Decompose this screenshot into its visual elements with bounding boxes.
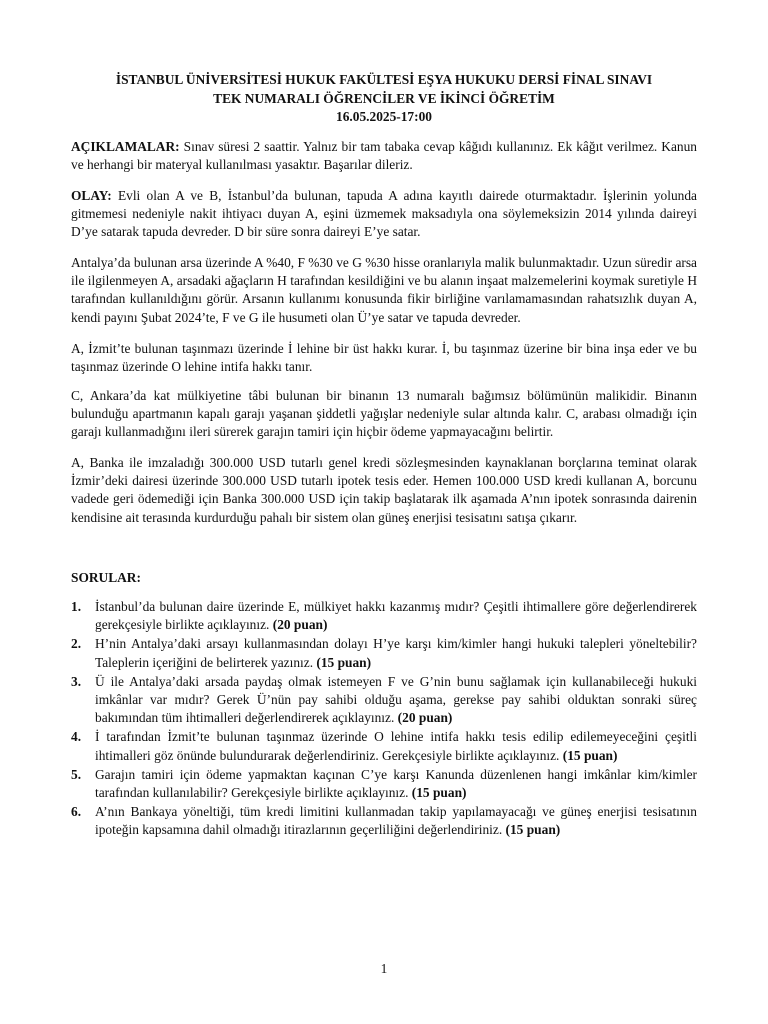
question-points: (15 puan) bbox=[505, 822, 561, 838]
question-text: A’nın Bankaya yöneltiği, tüm kredi limitini kullanmadan takip yapılamayacağı ve güneş enerjisi tesisatının ipoteğin kapsamına dahil olmadığı itirazlarının geçerliliğini değerlendiriniz. bbox=[95, 804, 697, 838]
question-number: 4. bbox=[71, 729, 82, 745]
question-text: Garajın tamiri için ödeme yapmaktan kaçınan C’ye karşı Kanunda düzenlenen hangi imkânlar kim/kimler tarafından kullanılabilir? Gerekçesiyle birlikte açıklayınız. bbox=[95, 766, 697, 801]
case-paragraph-3: A, İzmit’te bulunan taşınmazı üzerinde İ lehine bir üst hakkı kurar. İ, bu taşınmaz üzerine bir bina inşa eder ve bu taşınmaz üzerinde O lehine intifa hakkı tanır. bbox=[71, 341, 697, 375]
instructions-paragraph bbox=[71, 138, 697, 174]
case-paragraph-4: C, Ankara’da kat mülkiyetine tâbi bulunan bir binanın 13 numaralı bağımsız bölümünün malikidir. Binanın bulunduğu apartmanın kapalı garajı yaşanan şiddetli yağışlar nedeniyle sular altında kalır. C, arabası olmadığı için garajı kullanmadığını ileri sürerek garajın tamiri için hiçbir ödeme yapmayacağını belirtir. bbox=[71, 388, 697, 440]
case-label: OLAY: bbox=[71, 188, 112, 203]
question-number: 6. bbox=[71, 804, 82, 820]
exam-title: İSTANBUL ÜNİVERSİTESİ HUKUK FAKÜLTESİ EŞYA HUKUKU DERSİ FİNAL SINAVI bbox=[115, 72, 653, 87]
exam-subtitle: TEK NUMARALI ÖĞRENCİLER VE İKİNCİ ÖĞRETİM bbox=[213, 90, 555, 106]
question-points: (20 puan) bbox=[397, 710, 453, 726]
instructions-label: AÇIKLAMALAR: bbox=[71, 139, 180, 154]
question-number: 5. bbox=[71, 766, 82, 782]
instructions-text: Sınav süresi 2 saattir. Yalnız bir tam tabaka cevap kâğıdı kullanınız. Ek kâğıt verilmez. Kanun ve herhangi bir materyal kullanılması yasaktır. Başarılar dileriz. bbox=[71, 139, 697, 173]
page-number: 1 bbox=[380, 961, 388, 976]
question-text: Ü ile Antalya’daki arsada paydaş olmak istemeyen F ve G’nin bunu sağlamak için kullanabileceği hukuki imkânlar var mıdır? Gerek Ü’nün pay sahibi olduğu aşama, gerekse pay sahibi olduktan sonraki süreç bakımından tüm ihtimalleri değerlendirerek açıklayınız. bbox=[95, 673, 697, 726]
question-item bbox=[71, 803, 697, 839]
questions-list bbox=[71, 598, 697, 841]
exam-date: 16.05.2025-17:00 bbox=[336, 109, 432, 124]
question-points: (20 puan) bbox=[272, 617, 328, 633]
case-text-1: Evli olan A ve B, İstanbul’da bulunan, tapuda A adına kayıtlı dairede oturmaktadır. İşlerinin yolunda gitmemesi nedeniyle nakit ihtiyacı duyan A, eşini üzmemek maksadıyla ona söylemeksizin 2014 yılında daireyi D’ye satarak tapuda devreder. D bir süre sonra daireyi E’ye satar. bbox=[71, 188, 697, 240]
question-item bbox=[71, 673, 697, 728]
question-points: (15 puan) bbox=[411, 785, 467, 801]
case-paragraph-1 bbox=[71, 187, 697, 242]
case-paragraph-5: A, Banka ile imzaladığı 300.000 USD tutarlı genel kredi sözleşmesinden kaynaklanan borçlarına teminat olarak İzmir’deki dairesi üzerinde 300.000 USD tutarlı ipotek tesis eder. Hemen 100.000 USD kredi kullanan A, borcunu vadede geri ödemediği için Banka 300.000 USD için takip başlatarak ilk aşamada A’nın ipotek sonrasında dairenin kendisine ait terasında kurdurduğu pahalı bir sistem olan güneş enerjisi tesisatını satışa çıkarır. bbox=[71, 455, 697, 525]
question-number: 2. bbox=[71, 636, 82, 652]
question-number: 3. bbox=[71, 673, 82, 689]
question-points: (15 puan) bbox=[562, 747, 618, 763]
case-paragraph-2: Antalya’da bulunan arsa üzerinde A %40, F %30 ve G %30 hisse oranlarıyla malik bulunmaktadır. Uzun süredir arsa ile ilgilenmeyen A, arsadaki ağaçların H tarafından kesildiğini ve bu alanın inşaat malzemelerini koymak suretiyle H tarafından kullanıldığını görür. Arsanın kullanımı konusunda fikir birliğine varılamamasından rahatsızlık duyan A, kendi payını Şubat 2024’te, F ve G ile husumeti olan Ü’ye satar ve tapuda devreder. bbox=[71, 255, 697, 325]
question-text: İ tarafından İzmit’te bulunan taşınmaz üzerinde O lehine intifa hakkı tesis edilip edilemeyeceğini çeşitli ihtimalleri göz önünde bulundurarak değerlendiriniz. Gerekçesiyle birlikte açıklayınız. bbox=[95, 729, 697, 763]
question-item bbox=[71, 766, 697, 802]
question-text: İstanbul’da bulunan daire üzerinde E, mülkiyet hakkı kazanmış mıdır? Çeşitli ihtimallere göre değerlendirerek gerekçesiyle birlikte açıklayınız. bbox=[95, 599, 697, 633]
questions-heading: SORULAR: bbox=[71, 570, 141, 585]
question-number: 1. bbox=[71, 599, 82, 614]
question-points: (15 puan) bbox=[316, 654, 372, 670]
question-item bbox=[71, 728, 697, 764]
exam-header bbox=[0, 71, 768, 127]
question-item bbox=[71, 635, 697, 671]
question-text: H’nin Antalya’daki arsayı kullanmasından dolayı H’ye karşı kim/kimler hangi hukuki talepleri yöneltebilir? Taleplerin içeriğini de belirterek yazınız. bbox=[95, 636, 697, 670]
question-item bbox=[71, 598, 697, 634]
